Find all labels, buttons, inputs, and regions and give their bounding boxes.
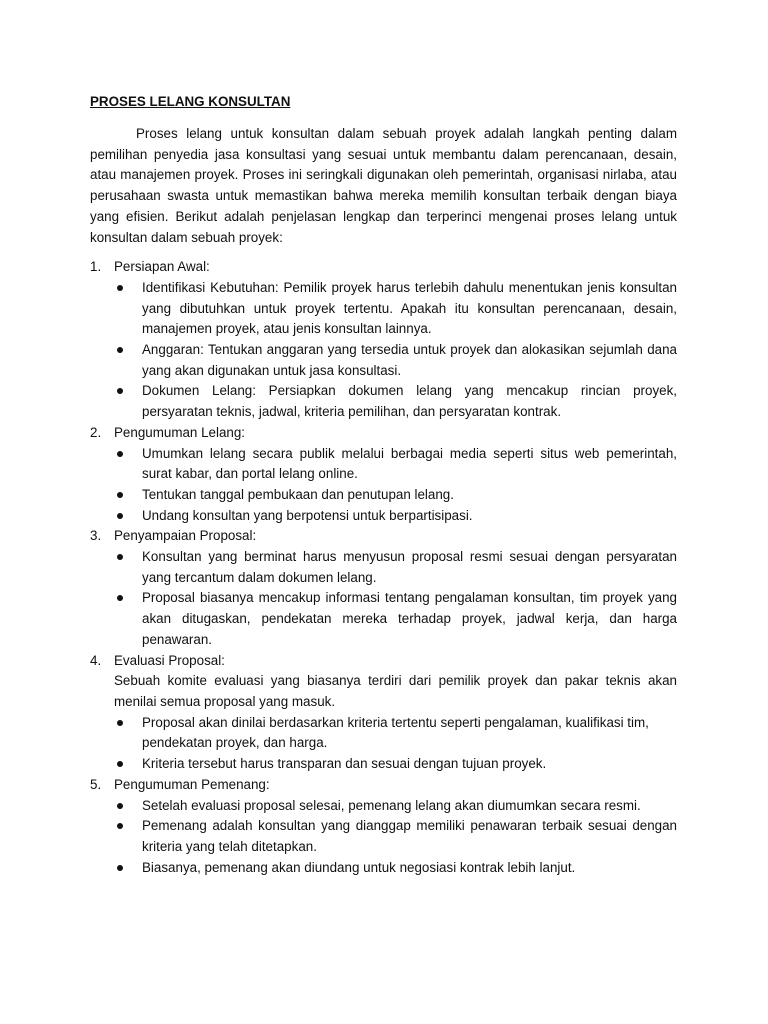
bullet-item: Biasanya, pemenang akan diundang untuk negosiasi kontrak lebih lanjut.: [114, 858, 677, 879]
bullet-item: Kriteria tersebut harus transparan dan sesuai dengan tujuan proyek.: [114, 754, 677, 775]
document-page: [90, 92, 677, 878]
bullet-item: Umumkan lelang secara publik melalui berbagai media seperti situs web pemerintah, surat kabar, dan portal lelang online.: [114, 444, 677, 485]
document-title: PROSES LELANG KONSULTAN: [90, 94, 291, 109]
bullet-item: Identifikasi Kebutuhan: Pemilik proyek harus terlebih dahulu menentukan jenis konsultan yang dibutuhkan untuk proyek tertentu. Apakah itu konsultan perencanaan, desain, manajemen proyek, atau jenis konsultan lainnya.: [114, 278, 677, 340]
bullet-item: Proposal biasanya mencakup informasi tentang pengalaman konsultan, tim proyek yang akan ditugaskan, pendekatan mereka terhadap proyek, jadwal kerja, dan harga penawaran.: [114, 588, 677, 650]
section-heading: Persiapan Awal:: [114, 259, 210, 275]
section-heading: Evaluasi Proposal:: [114, 652, 225, 668]
bullet-item: Anggaran: Tentukan anggaran yang tersedia untuk proyek dan alokasikan sejumlah dana yang akan digunakan untuk jasa konsultasi.: [114, 340, 677, 381]
section-number: 1.: [90, 259, 102, 275]
bullet-item: Proposal akan dinilai berdasarkan kriteria tertentu seperti pengalaman, kualifikasi tim, pendekatan proyek, dan harga.: [114, 713, 677, 754]
bullet-item: Konsultan yang berminat harus menyusun proposal resmi sesuai dengan persyaratan yang tercantum dalam dokumen lelang.: [114, 547, 677, 588]
section-number: 4.: [90, 652, 102, 668]
bullet-list: [114, 278, 677, 423]
bullet-list: [114, 796, 677, 879]
bullet-item: Tentukan tanggal pembukaan dan penutupan lelang.: [114, 485, 677, 506]
bullet-item: Pemenang adalah konsultan yang dianggap memiliki penawaran terbaik sesuai dengan kriteria yang telah ditetapkan.: [114, 816, 677, 857]
bullet-list: [114, 444, 677, 527]
bullet-list: [114, 547, 677, 651]
section-number: 5.: [90, 776, 102, 792]
section-number: 3.: [90, 528, 102, 544]
section-heading: Pengumuman Pemenang:: [114, 776, 270, 792]
bullet-list: [114, 713, 677, 775]
bullet-item: Dokumen Lelang: Persiapkan dokumen lelang yang mencakup rincian proyek, persyaratan teknis, jadwal, kriteria pemilihan, dan persyaratan kontrak.: [114, 381, 677, 422]
bullet-item: Setelah evaluasi proposal selesai, pemenang lelang akan diumumkan secara resmi.: [114, 796, 677, 817]
section-heading: Pengumuman Lelang:: [114, 424, 246, 440]
section-pengumuman-pemenang: [90, 775, 677, 879]
section-penyampaian-proposal: [90, 526, 677, 650]
intro-paragraph: Proses lelang untuk konsultan dalam sebuah proyek adalah langkah penting dalam pemilihan penyedia jasa konsultasi yang sesuai untuk membantu dalam perencanaan, desain, atau manajemen proyek. Proses ini seringkali digunakan oleh pemerintah, organisasi nirlaba, atau perusahaan swasta untuk memastikan bahwa mereka memilih konsultan terbaik dengan biaya yang efisien. Berikut adalah penjelasan lengkap dan terperinci mengenai proses lelang untuk konsultan dalam sebuah proyek:: [90, 126, 677, 245]
section-heading: Penyampaian Proposal:: [114, 528, 257, 544]
section-description: Sebuah komite evaluasi yang biasanya terdiri dari pemilik proyek dan pakar teknis akan menilai semua proposal yang masuk.: [114, 673, 677, 709]
section-persiapan-awal: [90, 257, 677, 423]
section-pengumuman-lelang: [90, 423, 677, 527]
section-evaluasi-proposal: [90, 651, 677, 775]
section-list: [90, 257, 677, 878]
section-number: 2.: [90, 424, 102, 440]
bullet-item: Undang konsultan yang berpotensi untuk berpartisipasi.: [114, 506, 677, 527]
